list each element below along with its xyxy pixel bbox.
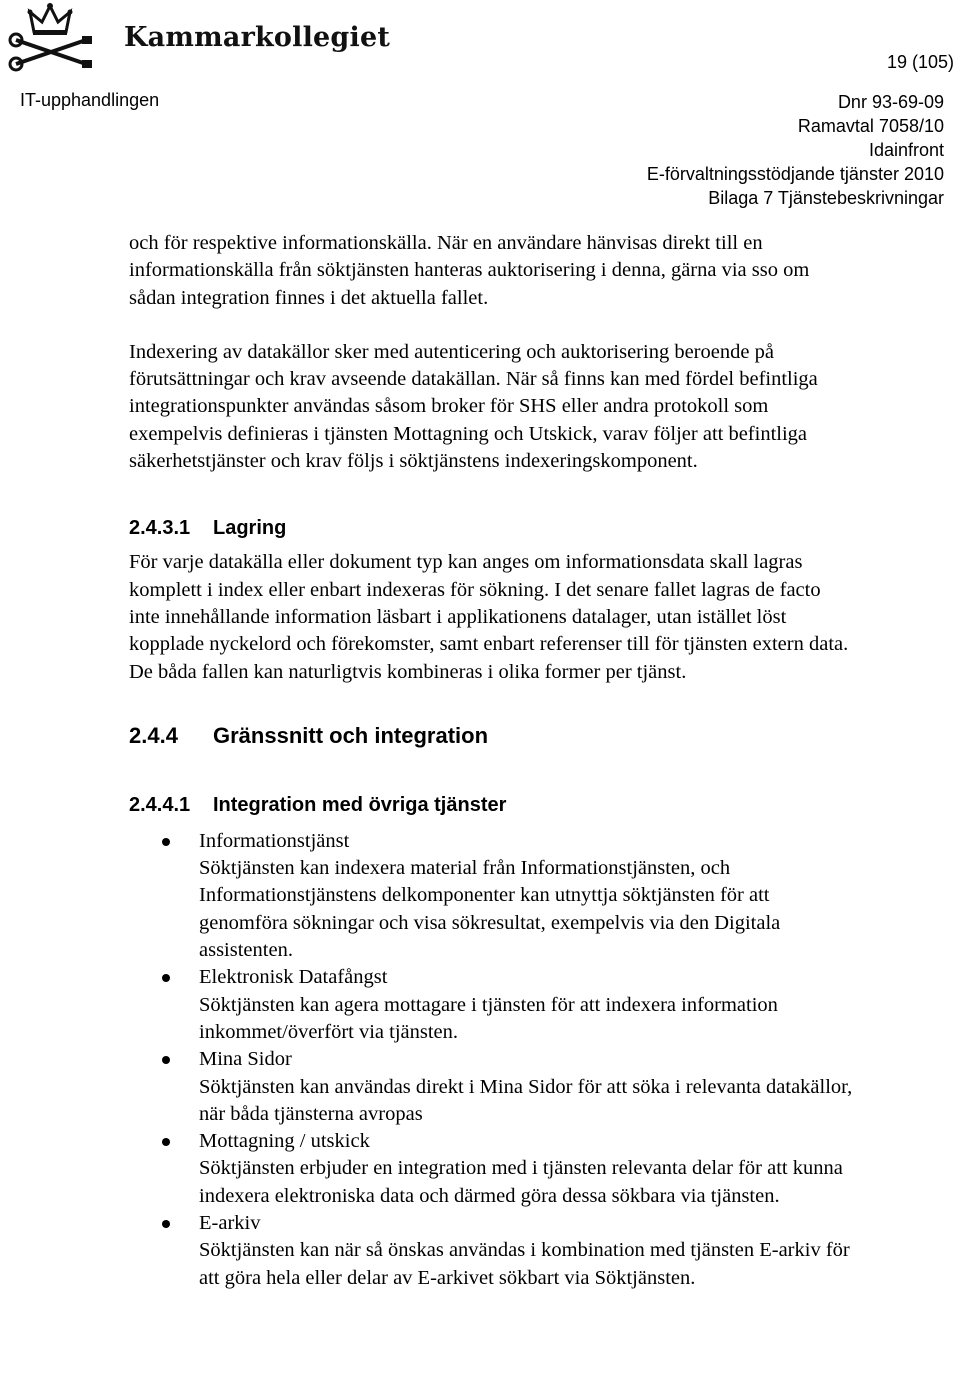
section-number: 2.4.3.1 xyxy=(129,517,191,540)
reference-block xyxy=(647,90,944,210)
section-number: 2.4.4.1 xyxy=(129,793,191,816)
list-item-text: Söktjänsten erbjuder en integration med i tjänsten relevanta delar för att kunna indexera elektroniska data och därmed göra dessa sökbara via tjänsten. xyxy=(199,1157,843,1207)
list-item-text: Söktjänsten kan när så önskas användas i kombination med tjänsten E-arkiv för att göra hela eller delar av E-arkivet sökbart via Söktjänsten. xyxy=(199,1239,850,1289)
list-item-title: Informationstjänst xyxy=(199,829,350,852)
document-header xyxy=(0,0,960,210)
list-item-text: Söktjänsten kan användas direkt i Mina Sidor för att söka i relevanta datakällor, när båda tjänsterna avropas xyxy=(199,1075,853,1125)
ref-line: Idainfront xyxy=(868,140,944,160)
section-heading-2-4-4 xyxy=(129,722,849,750)
list-item-text: Söktjänsten kan agera mottagare i tjänsten för att indexera information inkommet/överfört via tjänsten. xyxy=(199,993,778,1043)
list-item-title: Mottagning / utskick xyxy=(199,1130,370,1153)
paragraph: För varje datakälla eller dokument typ kan anges om informationsdata skall lagras komplett i index eller enbart indexeras för sökning. I det senare fallet lagras de facto inte innehållande information läsbart i applikationens datalager, utan istället löst kopplade nyckelord och förekomster, samt enbart referenser till för tjänsten extern data. De båda fallen kan naturligtvis kombineras i olika former per tjänst. xyxy=(129,551,849,683)
paragraph: Indexering av datakällor sker med autenticering och auktorisering beroende på förutsättningar och krav avseende datakällan. När så finns kan med fördel befintliga integrationspunkter användas såsom broker för SHS eller andra protokoll som exempelvis definieras i tjänsten Mottagning och Utskick, varav följer att befintliga säkerhetstjänster och krav följs i söktjänstens indexeringskomponent. xyxy=(129,340,818,473)
list-item xyxy=(129,828,849,964)
crown-keys-icon xyxy=(6,2,121,72)
list-item xyxy=(129,1210,849,1292)
list-item xyxy=(129,1128,849,1210)
section-heading-2-4-4-1 xyxy=(129,792,849,818)
bullet-icon xyxy=(162,974,170,982)
list-item-title: E-arkiv xyxy=(199,1212,261,1235)
page-number: 19 (105) xyxy=(886,52,954,72)
ref-line: E-förvaltningsstödjande tjänster 2010 xyxy=(646,164,944,184)
section-heading-2-4-3-1 xyxy=(129,515,849,541)
bullet-icon xyxy=(162,838,170,846)
list-item xyxy=(129,1046,853,1128)
section-number: 2.4.4 xyxy=(129,722,178,748)
list-item-title: Elektronisk Datafångst xyxy=(199,966,388,989)
list-item-title: Mina Sidor xyxy=(199,1048,292,1071)
logo-wordmark: Kammarkollegiet xyxy=(124,22,391,53)
kammarkollegiet-logo xyxy=(6,2,391,72)
bullet-icon xyxy=(162,1056,170,1064)
ref-line: Bilaga 7 Tjänstebeskrivningar xyxy=(708,188,944,208)
document-body xyxy=(129,230,853,1292)
section-title: Integration med övriga tjänster xyxy=(213,793,507,816)
paragraph: och för respektive informationskälla. När en användare hänvisas direkt till en informationskälla från söktjänsten hanteras auktorisering i denna, gärna via sso om sådan integration finnes i det aktuella fallet. xyxy=(129,232,810,309)
bullet-icon xyxy=(162,1220,170,1228)
integration-list xyxy=(129,828,853,1292)
section-title: Gränssnitt och integration xyxy=(213,722,489,748)
bullet-icon xyxy=(162,1138,170,1146)
organization-name: IT-upphandlingen xyxy=(20,90,160,110)
section-title: Lagring xyxy=(213,517,287,540)
ref-line: Dnr 93-69-09 xyxy=(837,92,944,112)
list-item xyxy=(129,964,849,1046)
list-item-text: Söktjänsten kan indexera material från Informationstjänsten, och Informationstjänstens delkomponenter kan utnyttja söktjänsten för att genomföra sökningar och visa sökresultat, exempelvis via den Digitala assistenten. xyxy=(199,857,781,962)
ref-line: Ramavtal 7058/10 xyxy=(797,116,944,136)
